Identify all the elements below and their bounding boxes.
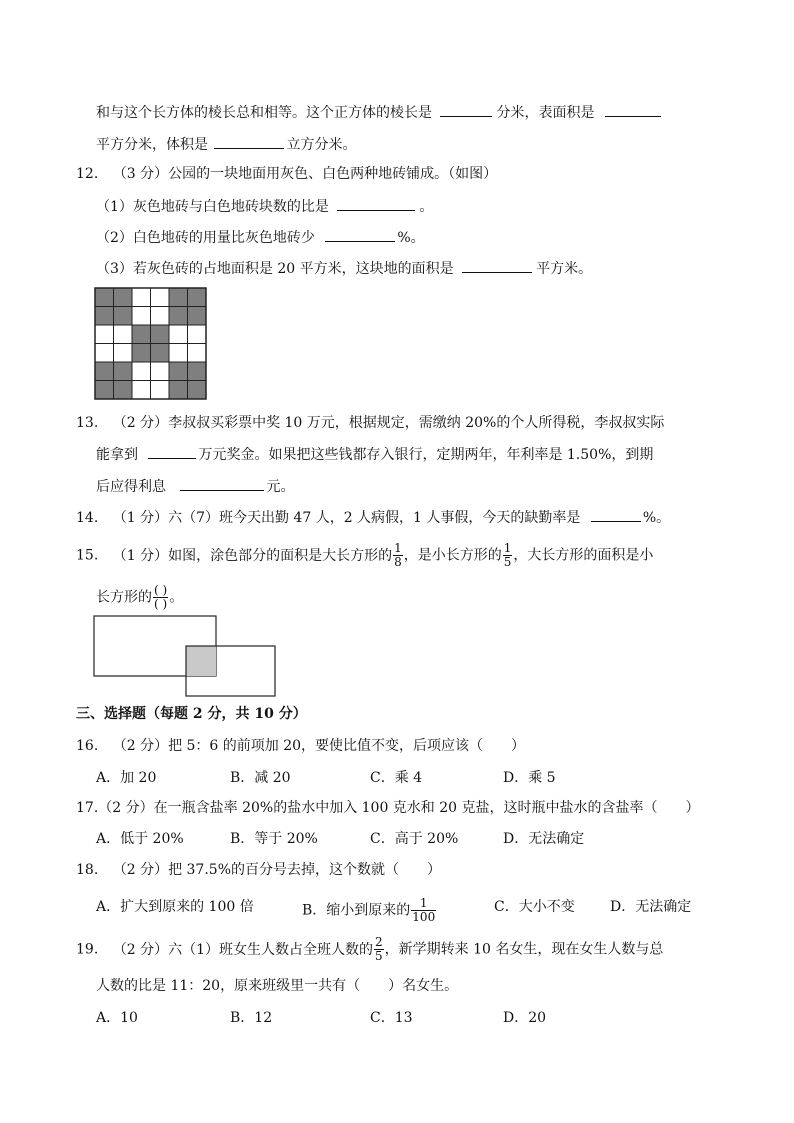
- rectangles-figure: [92, 613, 278, 701]
- q13-line3: 后应得利息 元。: [96, 476, 294, 497]
- white-tile: [95, 344, 114, 363]
- q13-line2: 能拿到 万元奖金。如果把这些钱都存入银行，定期两年，年利率是 1.50%，到期: [96, 444, 653, 465]
- white-tile: [188, 325, 207, 344]
- q18-option-a[interactable]: A．扩大到原来的 100 倍: [96, 899, 254, 915]
- gray-tile: [95, 307, 114, 326]
- q19-option-b[interactable]: B．12: [230, 1010, 273, 1026]
- white-tile: [169, 344, 188, 363]
- q15-line1: 15. （1 分）如图，涂色部分的面积是大长方形的 $\frac{1}{8}$ ，是小长方形的 $\frac{1}{5}$ ，大长方形的面积是小: [76, 541, 654, 569]
- white-tile: [132, 362, 151, 381]
- q12-sub2: （2）白色地砖的用量比灰色地砖少 %。: [96, 227, 425, 248]
- gray-tile: [169, 288, 188, 307]
- white-tile: [132, 307, 151, 326]
- q17-option-c[interactable]: C．高于 20%: [370, 831, 459, 847]
- q11-volume-blank[interactable]: [214, 134, 284, 149]
- q15-line2: 长方形的 $\frac{( )}{( )}$ 。: [96, 583, 184, 611]
- gray-tile: [188, 288, 207, 307]
- gray-tile: [114, 362, 133, 381]
- q16-option-d[interactable]: D．乘 5: [503, 770, 556, 786]
- q16-stem: 16. （2 分）把 5：6 的前项加 20，要使比值不变，后项应该（ ）: [76, 738, 526, 754]
- q11-line2: 平方分米，体积是 立方分米。: [96, 134, 356, 155]
- q18-option-c[interactable]: C．大小不变: [494, 899, 575, 915]
- q13-line1: 13. （2 分）李叔叔买彩票中奖 10 万元，根据规定，需缴纳 20%的个人所得税，李叔叔实际: [76, 415, 665, 431]
- q16-option-a[interactable]: A．加 20: [96, 770, 157, 786]
- q11-edge-blank[interactable]: [440, 102, 492, 117]
- gray-tile: [114, 288, 133, 307]
- white-tile: [151, 288, 170, 307]
- white-tile: [114, 325, 133, 344]
- q17-option-d[interactable]: D．无法确定: [503, 831, 585, 847]
- gray-tile: [132, 325, 151, 344]
- q19-option-c[interactable]: C．13: [370, 1010, 413, 1026]
- q19-option-d[interactable]: D．20: [503, 1010, 547, 1026]
- q12-area-blank[interactable]: [462, 258, 532, 273]
- gray-tile: [114, 381, 133, 400]
- gray-tile: [151, 325, 170, 344]
- q14-absence-blank[interactable]: [591, 507, 641, 522]
- gray-tile: [95, 362, 114, 381]
- q15-fraction-one-fifth: $\frac{1}{5}$: [503, 541, 512, 569]
- white-tile: [169, 325, 188, 344]
- q13-interest-blank[interactable]: [180, 476, 264, 491]
- gray-tile: [169, 362, 188, 381]
- gray-tile: [151, 344, 170, 363]
- shaded-overlap: [186, 646, 216, 676]
- q16-option-c[interactable]: C．乘 4: [370, 770, 423, 786]
- q13-prize-blank[interactable]: [148, 444, 196, 459]
- q18-fraction-one-hundredth: $\frac{1}{100}$: [412, 896, 436, 924]
- q17-stem: 17.（2 分）在一瓶含盐率 20%的盐水中加入 100 克水和 20 克盐，这时瓶中盐水的含盐率（ ）: [76, 800, 700, 816]
- white-tile: [151, 362, 170, 381]
- gray-tile: [132, 344, 151, 363]
- white-tile: [114, 344, 133, 363]
- white-tile: [95, 325, 114, 344]
- tile-grid-figure: [94, 287, 208, 401]
- q18-option-d[interactable]: D．无法确定: [610, 899, 692, 915]
- q15-answer-fraction[interactable]: $\frac{( )}{( )}$: [154, 583, 168, 611]
- q11-line1: 和与这个长方体的棱长总和相等。这个正方体的棱长是 分米，表面积是: [96, 102, 661, 123]
- q19-line1: 19. （2 分）六（1）班女生人数占全班人数的 $\frac{2}{5}$ ，新学期转来 10 名女生，现在女生人数与总: [76, 935, 664, 963]
- gray-tile: [169, 307, 188, 326]
- q12-sub1: （1）灰色地砖与白色地砖块数的比是 。: [96, 196, 433, 217]
- q19-option-a[interactable]: A．10: [96, 1010, 138, 1026]
- gray-tile: [188, 307, 207, 326]
- q17-option-b[interactable]: B．等于 20%: [230, 831, 318, 847]
- q15-fraction-one-eighth: $\frac{1}{8}$: [394, 541, 402, 569]
- q17-option-a[interactable]: A．低于 20%: [96, 831, 184, 847]
- q19-line2: 人数的比是 11：20，原来班级里一共有（ ）名女生。: [96, 978, 459, 994]
- white-tile: [151, 381, 170, 400]
- white-tile: [132, 381, 151, 400]
- gray-tile: [95, 381, 114, 400]
- gray-tile: [95, 288, 114, 307]
- gray-tile: [188, 362, 207, 381]
- q14-line: 14. （1 分）六（7）班今天出勤 47 人，2 人病假，1 人事假，今天的缺勤率是 %。: [76, 507, 670, 528]
- gray-tile: [188, 381, 207, 400]
- q18-option-b[interactable]: B．缩小到原来的 $\frac{1}{100}$: [302, 896, 436, 924]
- white-tile: [132, 288, 151, 307]
- q12-stem: 12. （3 分）公园的一块地面用灰色、白色两种地砖铺成。（如图）: [76, 166, 498, 182]
- q12-ratio-blank[interactable]: [337, 196, 415, 211]
- white-tile: [151, 307, 170, 326]
- q18-stem: 18. （2 分）把 37.5%的百分号去掉，这个数就（ ）: [76, 862, 441, 878]
- white-tile: [188, 344, 207, 363]
- q12-sub3: （3）若灰色砖的占地面积是 20 平方米，这块地的面积是 平方米。: [96, 258, 592, 279]
- gray-tile: [114, 307, 133, 326]
- q12-percent-blank[interactable]: [325, 227, 395, 242]
- q16-option-b[interactable]: B．减 20: [230, 770, 291, 786]
- q19-fraction-two-fifths: $\frac{2}{5}$: [374, 935, 383, 963]
- gray-tile: [169, 381, 188, 400]
- section-title-multiple-choice: 三、选择题（每题 2 分，共 10 分）: [76, 706, 307, 722]
- q11-surface-blank[interactable]: [605, 102, 661, 117]
